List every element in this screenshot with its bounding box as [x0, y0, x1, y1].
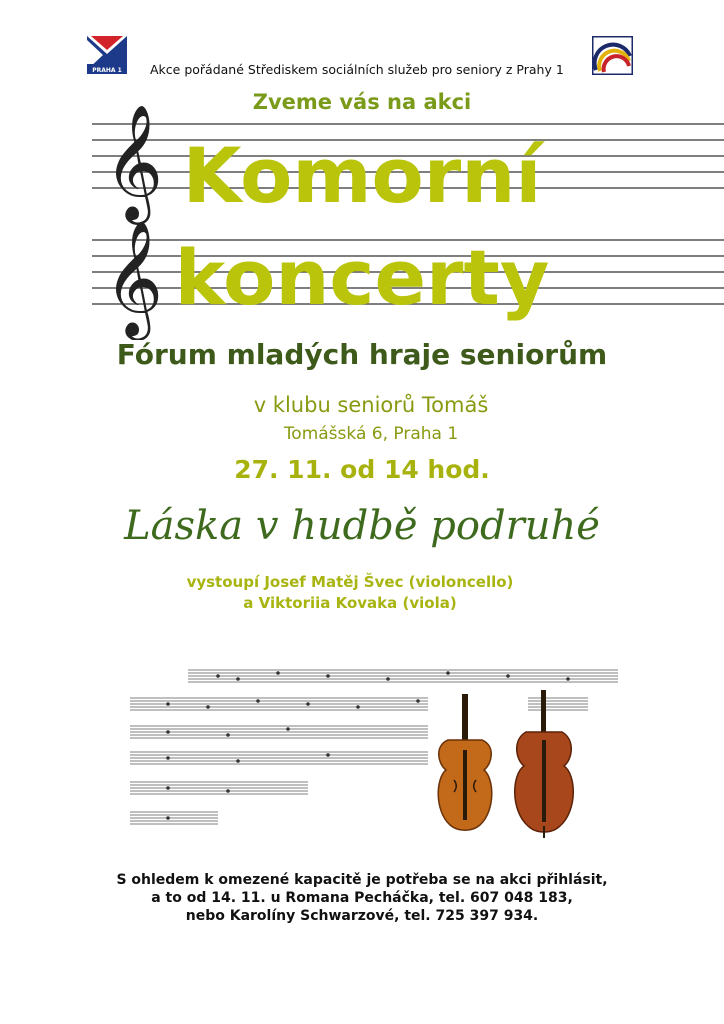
venue: v klubu seniorů Tomáš — [253, 393, 489, 417]
registration-line-1: S ohledem k omezené kapacitě je potřeba se na akci přihlásit, — [116, 872, 608, 888]
registration-line-2: a to od 14. 11. u Romana Pecháčka, tel. 607 048 183, — [151, 890, 573, 906]
invite-heading: Zveme vás na akci — [252, 90, 472, 114]
performers-line-2: a Viktoriia Kovaka (viola) — [243, 594, 457, 612]
treble-clef-icon: 𝄞 — [104, 103, 164, 220]
program-title: Láska v hudbě podruhé — [124, 503, 600, 549]
registration-line-3: nebo Karolíny Schwarzové, tel. 725 397 934. — [185, 908, 539, 924]
subtitle: Fórum mladých hraje seniorům — [116, 338, 608, 371]
sheet-music-illustration — [128, 660, 628, 850]
viola-icon — [428, 690, 528, 840]
address: Tomášská 6, Praha 1 — [283, 424, 459, 444]
event-date-time: 27. 11. od 14 hod. — [234, 455, 490, 484]
treble-clef-icon: 𝄞 — [104, 219, 164, 336]
praha1-logo — [87, 36, 127, 74]
rainbow-logo — [592, 36, 633, 75]
organizer-text: Akce pořádané Střediskem sociálních služeb pro seniory z Prahy 1 — [150, 62, 564, 77]
praha1-logo-text: PRAHA 1 — [92, 67, 122, 74]
title-line-2: koncerty — [174, 233, 550, 322]
performers-line-1: vystoupí Josef Matěj Švec (violoncello) — [186, 573, 514, 591]
title-line-1: Komorní — [182, 131, 542, 220]
